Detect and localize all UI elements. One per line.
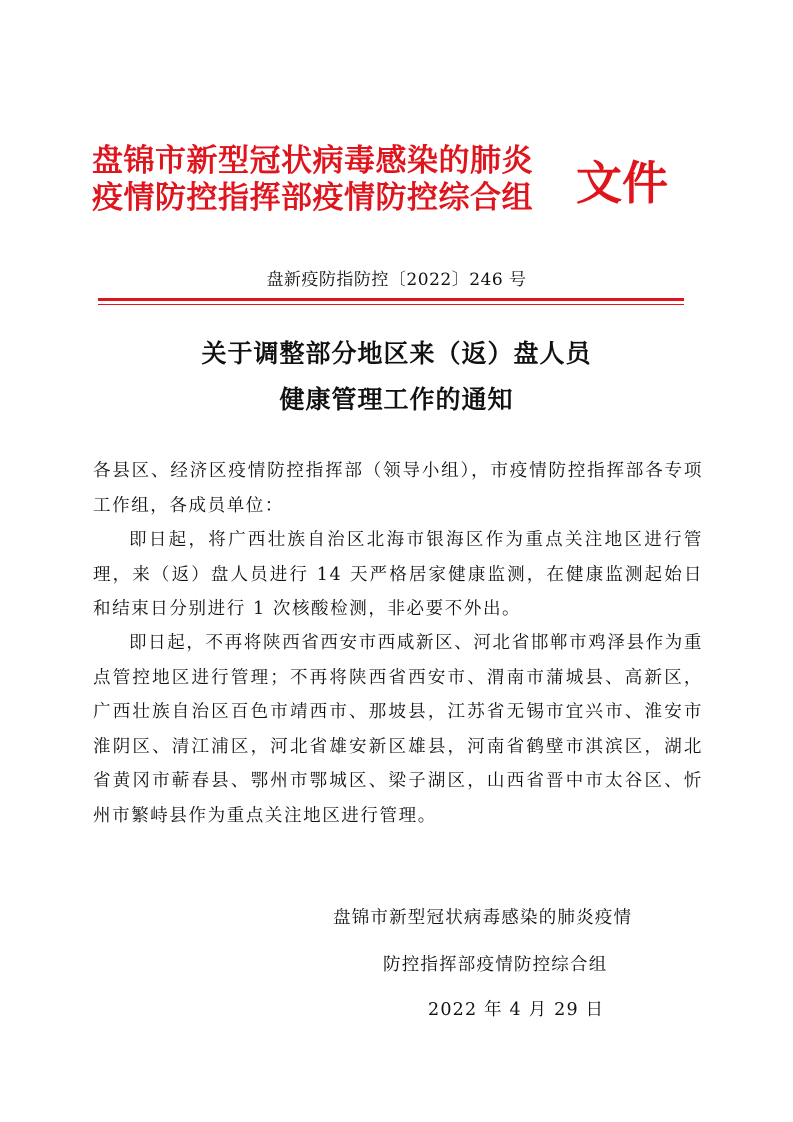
body-paragraph-2: 即日起，不再将陕西省西安市西咸新区、河北省邯郸市鸡泽县作为重点管控地区进行管理；不再将陕西省西安市、渭南市蒲城县、高新区，广西壮族自治区百色市靖西市、那坡县，江苏省无锡市宜兴市、淮安市淮阴区、清江浦区，河北省雄安新区雄县，河南省鹤壁市淇滨区，湖北省黄冈市蕲春县、鄂州市鄂城区、梁子湖区，山西省晋中市太谷区、忻州市繁峙县作为重点关注地区进行管理。 <box>93 633 703 826</box>
signature-line-1: 盘锦市新型冠状病毒感染的肺炎疫情 <box>333 908 633 928</box>
document-number: 盘新疫防指防控〔2022〕246 号 <box>266 270 527 290</box>
body-paragraph-1: 即日起，将广西壮族自治区北海市银海区作为重点关注地区进行管理，来（返）盘人员进行 14 天严格居家健康监测，在健康监测起始日和结束日分别进行 1 次核酸检测，非必要不外出。 <box>93 530 703 619</box>
salutation: 各县区、经济区疫情防控指挥部（领导小组），市疫情防控指挥部各专项工作组，各成员单位： <box>93 461 703 516</box>
issuer-name <box>92 143 572 217</box>
document-title-line-1: 关于调整部分地区来（返）盘人员 <box>201 339 592 368</box>
signature-date: 2022 年 4 月 29 日 <box>428 1000 605 1020</box>
letterhead-suffix: 文件 <box>576 156 668 210</box>
issuer-line-1: 盘锦市新型冠状病毒感染的肺炎 <box>92 143 533 179</box>
red-separator-thin <box>98 304 684 305</box>
document-title-line-2: 健康管理工作的通知 <box>279 385 514 414</box>
red-separator-thick <box>98 298 684 301</box>
issuer-line-2: 疫情防控指挥部疫情防控综合组 <box>92 180 533 216</box>
signature-line-2: 防控指挥部疫情防控综合组 <box>383 955 608 975</box>
red-letterhead <box>92 143 692 223</box>
